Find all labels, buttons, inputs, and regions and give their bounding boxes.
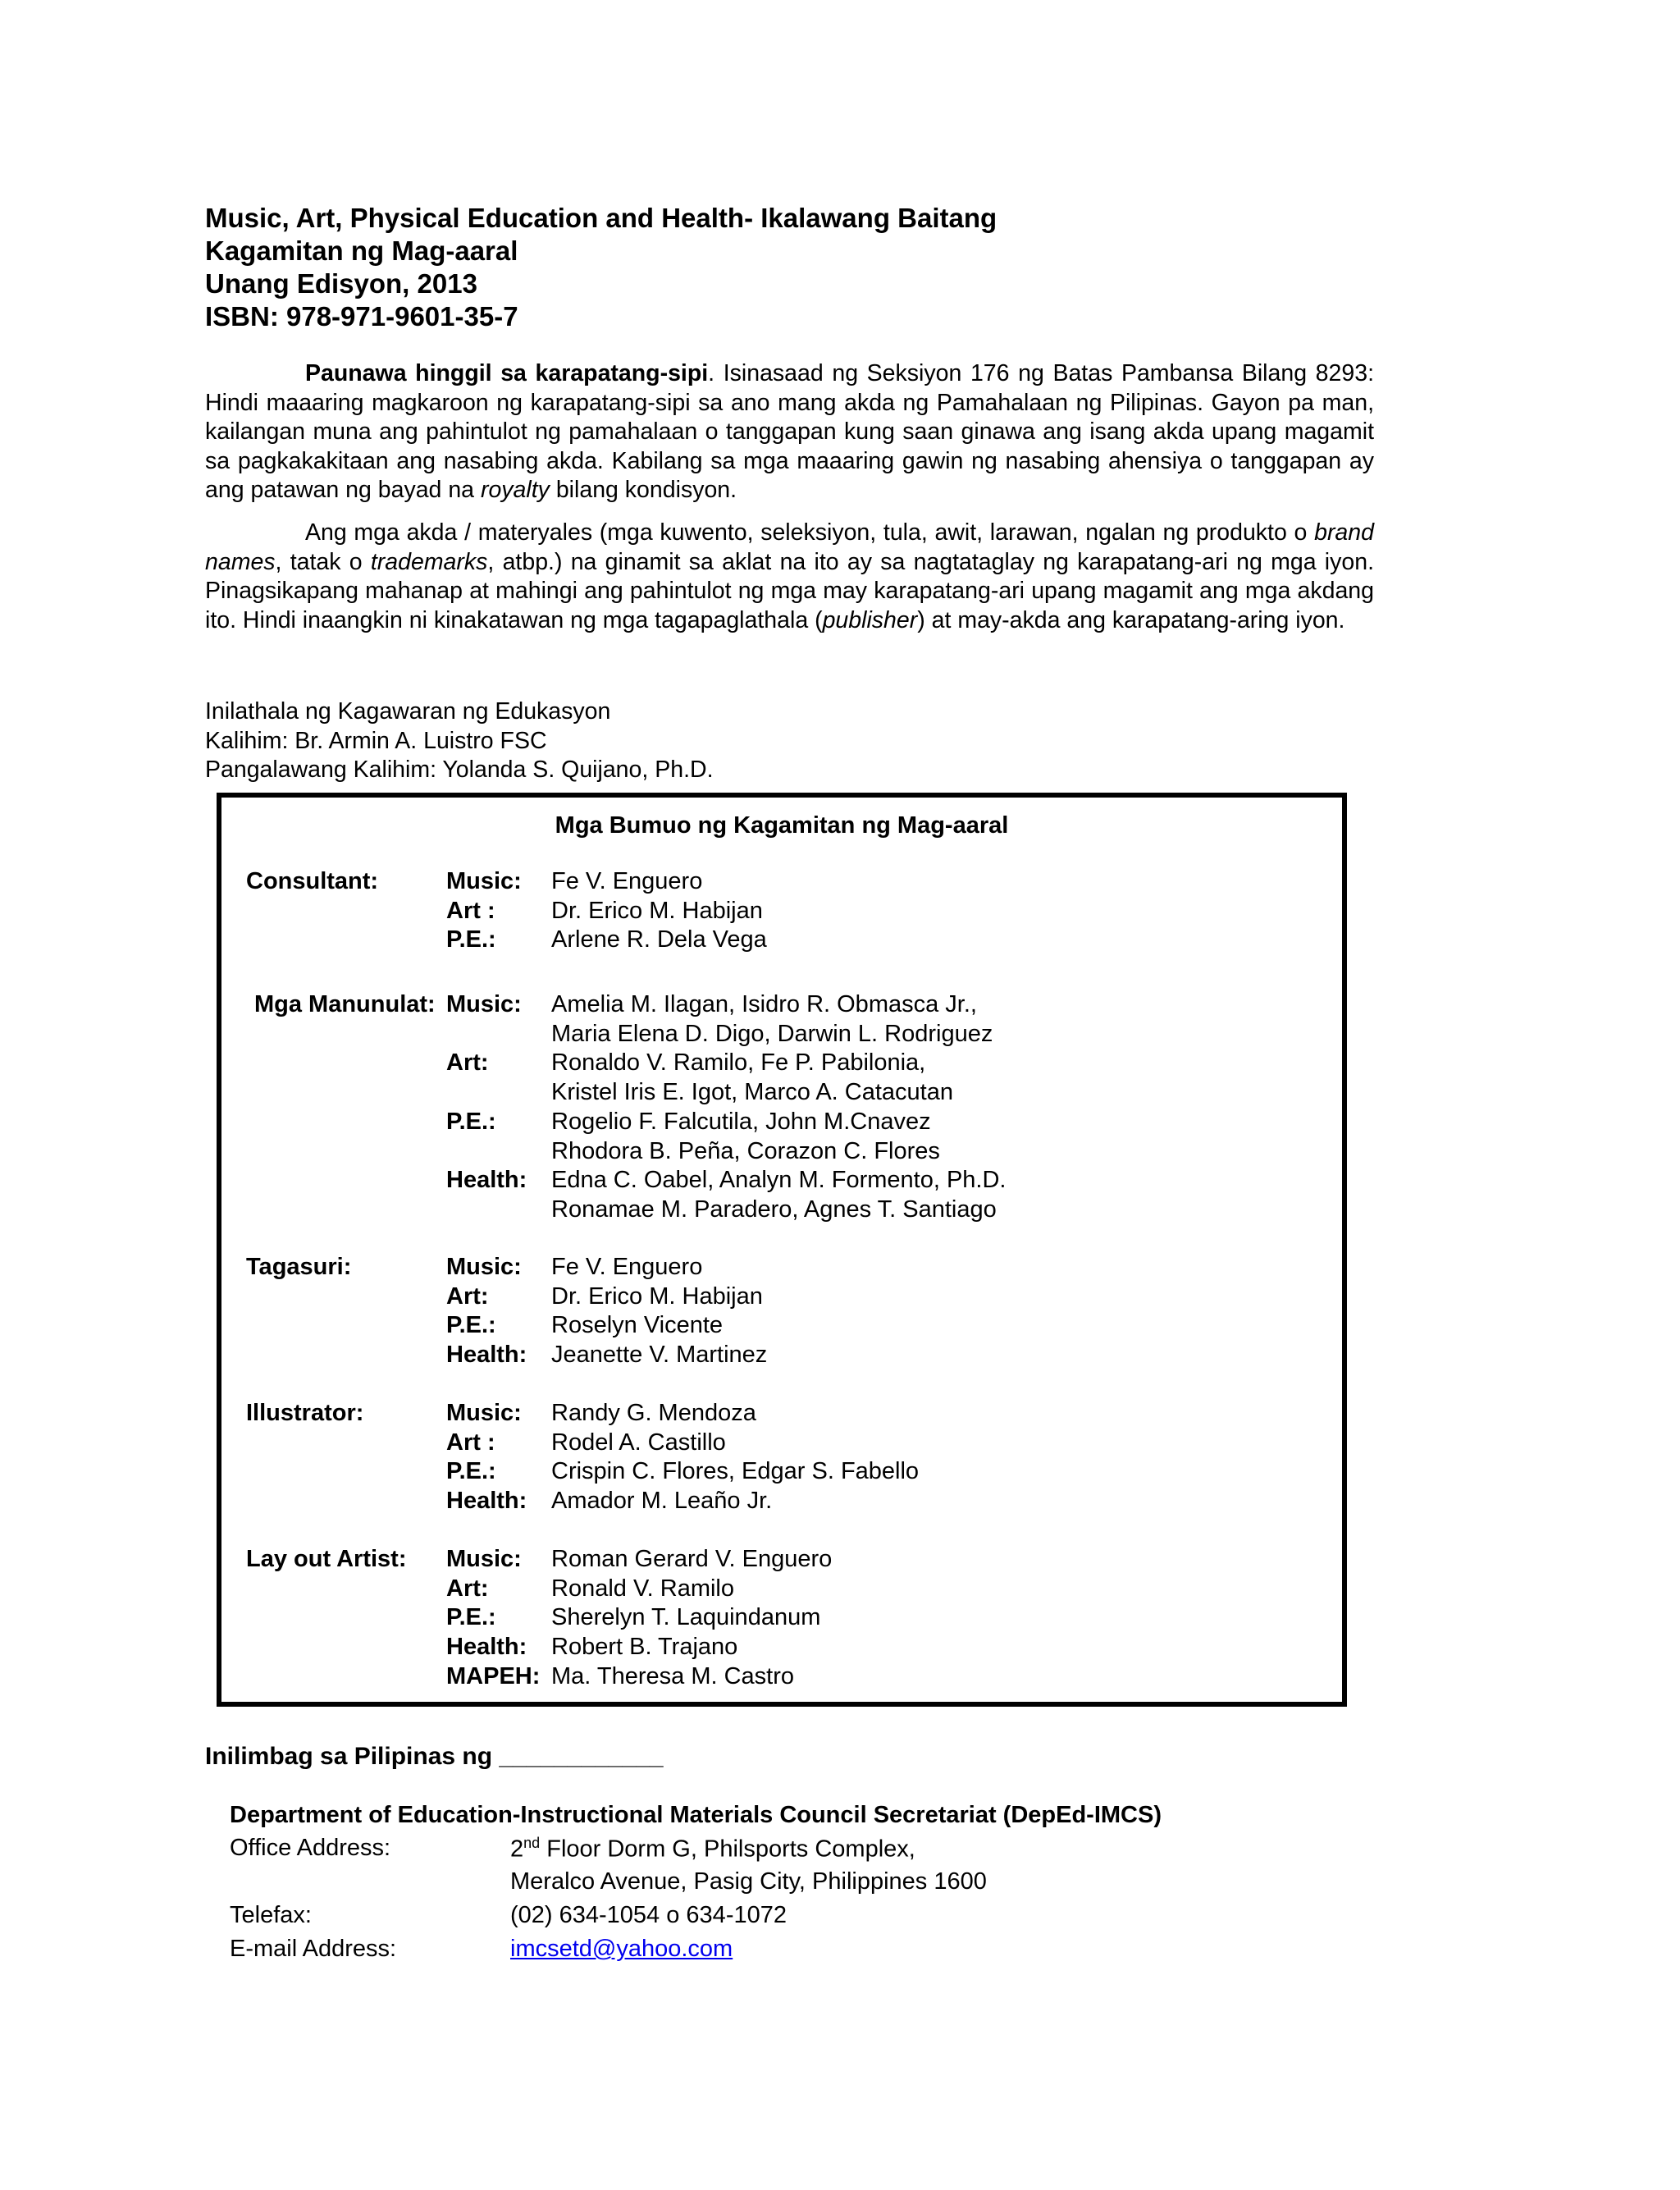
- edition: Unang Edisyon, 2013: [205, 268, 477, 299]
- isbn: ISBN: 978-971-9601-35-7: [205, 301, 518, 331]
- credits-subject: P.E.:: [446, 1312, 496, 1339]
- credits-row: [221, 1546, 1342, 1575]
- credits-name: Ma. Theresa M. Castro: [551, 1662, 795, 1689]
- credits-subject: Health:: [446, 1488, 527, 1515]
- copyright-notice: [205, 359, 1374, 505]
- credits-name: Robert B. Trajano: [551, 1634, 738, 1661]
- credits-name: Maria Elena D. Digo, Darwin L. Rodriguez: [551, 1020, 993, 1047]
- credits-role: Mga Manunulat:: [254, 991, 436, 1017]
- notice-heading: Paunawa hinggil sa karapatang-sipi: [305, 360, 709, 386]
- credits-row: [221, 898, 1342, 927]
- credits-name: Ronaldo V. Ramilo, Fe P. Pabilonia,: [551, 1049, 926, 1077]
- materials-text: , atbp.) na ginamit sa aklat na ito ay sa nagtataglay ng karapatang-ari ng mga iyon. Pinagsikapang mahanap at mahingi ang pahintulot ng mga may karapatang-ari upang magamit ang mga akdang ito. Hindi inaangkin ni kinakatawan ng mga tagapaglathala (: [205, 548, 1375, 633]
- materials-italic: publisher: [822, 606, 918, 633]
- credits-name: Rodel A. Castillo: [551, 1429, 726, 1456]
- secretary-line: Kalihim: Br. Armin A. Luistro FSC: [205, 727, 547, 754]
- credits-name: Fe V. Enguero: [551, 1254, 703, 1280]
- materials-italic: brand names: [205, 519, 1374, 575]
- department-name: Department of Education-Instructional Materials Council Secretariat (DepEd-IMCS): [230, 1802, 1162, 1828]
- materials-notice: [205, 519, 1374, 635]
- publisher-info: [205, 697, 714, 785]
- credits-name: Amador M. Leaño Jr.: [551, 1488, 773, 1515]
- credits-name: Rogelio F. Falcutila, John M.Cnavez: [551, 1108, 931, 1135]
- publisher-line: Inilathala ng Kagawaran ng Edukasyon: [205, 698, 611, 725]
- materials-text: , tatak o: [275, 548, 371, 575]
- credits-row: [221, 1604, 1342, 1634]
- credits-row: [221, 926, 1342, 956]
- materials-text: ) at may-akda ang karapatang-aring iyon.: [917, 606, 1345, 633]
- credits-name: Crispin C. Flores, Edgar S. Fabello: [551, 1458, 920, 1485]
- book-subtitle: Kagamitan ng Mag-aaral: [205, 235, 518, 266]
- email-link[interactable]: imcsetd@yahoo.com: [510, 1936, 733, 1962]
- credits-subject: Art:: [446, 1575, 489, 1602]
- credits-name: Kristel Iris E. Igot, Marco A. Catacutan: [551, 1079, 953, 1106]
- credits-row: [221, 991, 1342, 1021]
- credits-row: [221, 1167, 1342, 1196]
- telefax-label: Telefax:: [230, 1902, 312, 1928]
- credits-name: Dr. Erico M. Habijan: [551, 1282, 763, 1310]
- credits-role: Consultant:: [246, 868, 379, 894]
- materials-italic: trademarks: [370, 548, 488, 575]
- credits-name: Roman Gerard V. Enguero: [551, 1546, 833, 1572]
- credits-role: Tagasuri:: [246, 1254, 352, 1280]
- credits-subject: Health:: [446, 1634, 527, 1661]
- credits-name: Ronald V. Ramilo: [551, 1575, 734, 1602]
- credits-name: Amelia M. Ilagan, Isidro R. Obmasca Jr.,: [551, 991, 977, 1017]
- email-value-wrap: [510, 1936, 733, 1963]
- credits-row: [221, 1196, 1342, 1226]
- credits-name: Arlene R. Dela Vega: [551, 926, 767, 953]
- credits-subject: Music:: [446, 1546, 522, 1572]
- credits-row: [221, 1254, 1342, 1283]
- credits-row: [221, 1312, 1342, 1342]
- credits-name: Jeanette V. Martinez: [551, 1342, 768, 1369]
- office-address-line1: 2nd Floor Dorm G, Philsports Complex,: [510, 1835, 915, 1863]
- credits-row: [221, 1138, 1342, 1168]
- credits-role: Illustrator:: [246, 1400, 364, 1426]
- credits-name: Fe V. Enguero: [551, 868, 703, 894]
- credits-name: Sherelyn T. Laquindanum: [551, 1604, 821, 1631]
- credits-subject: Music:: [446, 991, 522, 1017]
- credits-row: [221, 1429, 1342, 1459]
- title-block: [205, 202, 997, 333]
- credits-subject: Health:: [446, 1342, 527, 1369]
- credits-row: [221, 1634, 1342, 1663]
- credits-subject: Music:: [446, 868, 522, 894]
- credits-name: Rhodora B. Peña, Corazon C. Flores: [551, 1137, 940, 1164]
- credits-subject: P.E.:: [446, 1604, 496, 1631]
- credits-box: [217, 793, 1347, 1707]
- credits-subject: P.E.:: [446, 926, 496, 953]
- credits-subject: Art:: [446, 1049, 489, 1077]
- credits-subject: P.E.:: [446, 1108, 496, 1135]
- credits-row: [221, 1663, 1342, 1693]
- notice-text-end: bilang kondisyon.: [549, 477, 737, 503]
- credits-row: [221, 1400, 1342, 1429]
- credits-subject: Health:: [446, 1167, 527, 1194]
- credits-subject: Art :: [446, 1429, 495, 1456]
- credits-subject: Music:: [446, 1254, 522, 1280]
- office-address-label: Office Address:: [230, 1835, 391, 1861]
- credits-name: Dr. Erico M. Habijan: [551, 897, 763, 924]
- credits-row: [221, 868, 1342, 898]
- credits-row: [221, 1049, 1342, 1079]
- credits-name: Randy G. Mendoza: [551, 1400, 756, 1426]
- office-address-line2: Meralco Avenue, Pasig City, Philippines 1600: [510, 1868, 987, 1895]
- credits-row: [221, 1458, 1342, 1488]
- credits-role: Lay out Artist:: [246, 1546, 407, 1572]
- undersecretary-line: Pangalawang Kalihim: Yolanda S. Quijano, Ph.D.: [205, 757, 714, 783]
- notice-italic: royalty: [480, 477, 550, 503]
- credits-subject: Art :: [446, 897, 495, 924]
- credits-row: [221, 1079, 1342, 1109]
- credits-name: Ronamae M. Paradero, Agnes T. Santiago: [551, 1196, 997, 1223]
- credits-row: [221, 1488, 1342, 1517]
- credits-row: [221, 1283, 1342, 1313]
- book-title: Music, Art, Physical Education and Health- Ikalawang Baitang: [205, 203, 998, 233]
- credits-row: [221, 1575, 1342, 1605]
- notice-text: . Isinasaad ng Seksiyon 176 ng Batas Pambansa Bilang 8293: Hindi maaaring magkaroon ng karapatang-sipi sa ano mang akda ng Pamahalaan ng Pilipinas. Gayon pa man, kailangan muna ang pahintulot ng pamahalaan o tanggapan kung saan ginawa ang isang akda upang magamit sa pagkakakitaan ang nasabing akda. Kabilang sa mga maaaring gawin ng nasabing ahensiya o tanggapan ay ang patawan ng bayad na: [205, 360, 1374, 503]
- printed-in: Inilimbag sa Pilipinas ng ____________: [205, 1743, 664, 1770]
- credits-name: Roselyn Vicente: [551, 1312, 724, 1339]
- email-label: E-mail Address:: [230, 1936, 397, 1962]
- credits-subject: P.E.:: [446, 1458, 496, 1485]
- credits-name: Edna C. Oabel, Analyn M. Formento, Ph.D.: [551, 1167, 1007, 1194]
- credits-title: Mga Bumuo ng Kagamitan ng Mag-aaral: [555, 812, 1009, 839]
- credits-subject: Music:: [446, 1400, 522, 1426]
- credits-row: [221, 1021, 1342, 1050]
- credits-row: [221, 1342, 1342, 1371]
- credits-row: [221, 1109, 1342, 1138]
- materials-text: Ang mga akda / materyales (mga kuwento, seleksiyon, tula, awit, larawan, ngalan ng produkto o: [305, 519, 1315, 546]
- telefax-value: (02) 634-1054 o 634-1072: [510, 1902, 787, 1928]
- credits-subject: MAPEH:: [446, 1662, 541, 1689]
- credits-subject: Art:: [446, 1282, 489, 1310]
